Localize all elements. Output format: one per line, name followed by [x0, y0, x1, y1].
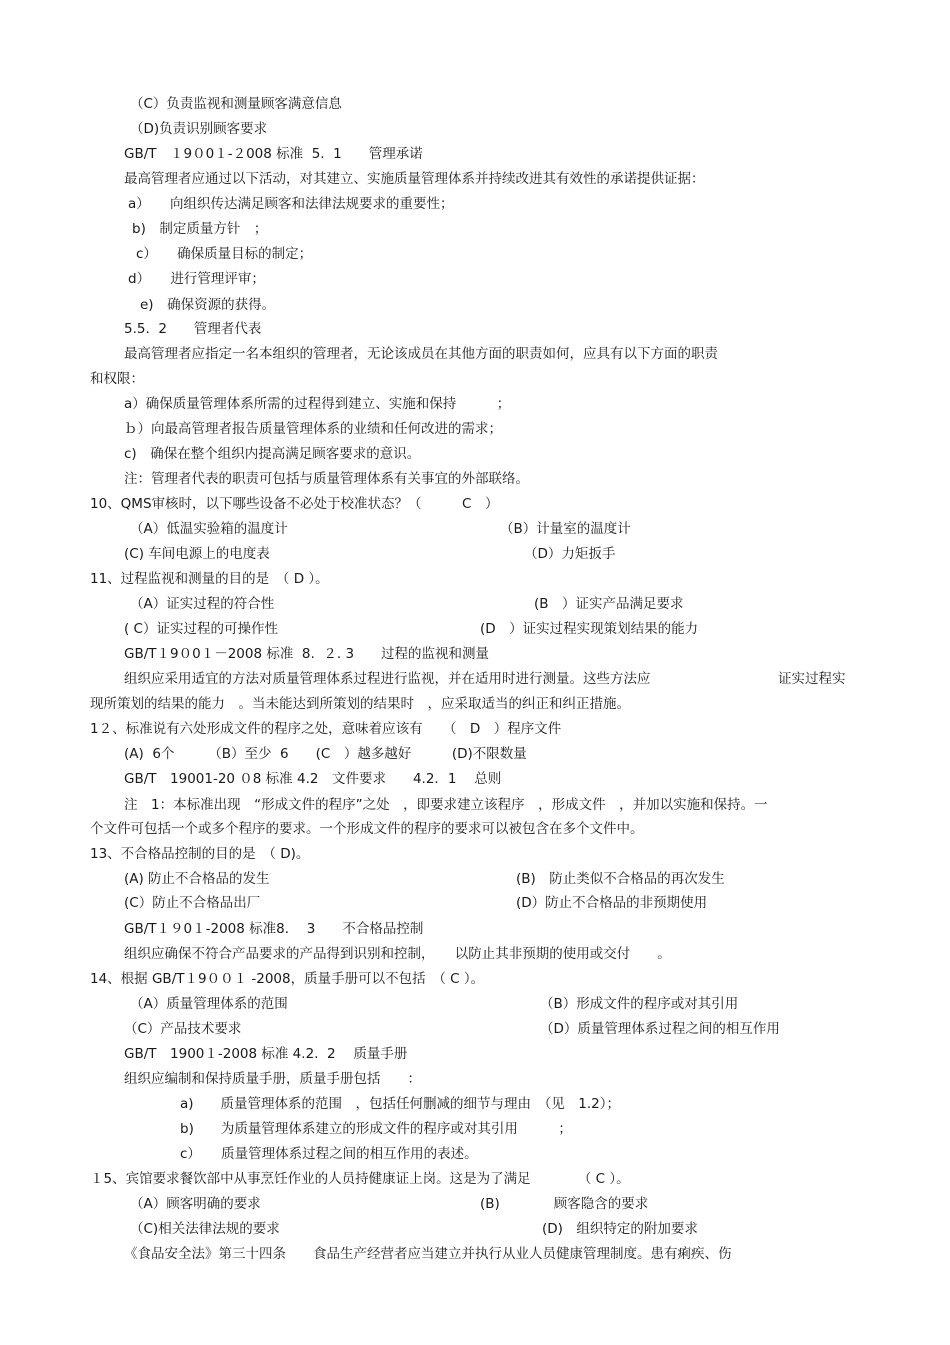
option-b: (B) 防止类似不合格品的再次发生: [516, 871, 725, 887]
text-line: b) 为质量管理体系建立的形成文件的程序或对其引用 ；: [180, 1121, 572, 1137]
option-a: （A）质量管理体系的范围: [130, 996, 288, 1012]
text-line: （C）负责监视和测量顾客满意信息: [130, 96, 342, 112]
option-a: （A）低温实验箱的温度计: [130, 521, 288, 537]
option-b: (B) 顾客隐含的要求: [480, 1196, 649, 1212]
option-b: （B）计量室的温度计: [500, 521, 631, 537]
text-line: a）确保质量管理体系所需的过程得到建立、实施和保持 ；: [124, 396, 511, 412]
option-c: （C)相关法律法规的要求: [130, 1221, 280, 1237]
text-line: GB/T 19001-20 ０8 标准 4.2 文件要求 4.2．1 总则: [124, 771, 502, 787]
text-line: 5.5. 2 管理者代表: [124, 321, 262, 337]
text-line: GB/T１9０0１－2008 标准 8. ２. 3 过程的监视和测量: [124, 646, 490, 662]
option-d: (D）防止不合格品的非预期使用: [516, 895, 708, 911]
text-line: 组织应采用适宜的方法对质量管理体系过程进行监视，并在适用时进行测量。这些方法应: [124, 671, 651, 687]
text-line: 个文件可包括一个或多个程序的要求。一个形成文件的程序的要求可以被包含在多个文件中。: [90, 821, 644, 837]
text-line: 《食品安全法》第三十四条 食品生产经营者应当建立并执行从业人员健康管理制度。患有痢疾、伤: [124, 1246, 732, 1262]
text-line: GB/T 1900１-2008 标准 4.2. 2 质量手册: [124, 1046, 408, 1062]
option-d: （D）质量管理体系过程之间的相互作用: [540, 1021, 780, 1037]
text-line: e) 确保资源的获得。: [140, 297, 276, 313]
text-line: ｂ）向最高管理者报告质量管理体系的业绩和任何改进的需求；: [124, 421, 502, 437]
option-c: (C）防止不合格品出厂: [124, 895, 261, 911]
text-line: 注 1：本标准出现 “形成文件的程序”之处 ，即要求建立该程序 ，形成文件 ，并加以实施和保持。一: [124, 797, 768, 813]
text-line: a） 向组织传达满足顾客和法律法规要求的重要性；: [128, 196, 454, 212]
text-line: 最高管理者应通过以下活动，对其建立、实施质量管理体系并持续改进其有效性的承诺提供证据：: [124, 171, 705, 187]
option-c: ( C）证实过程的可操作性: [124, 621, 278, 637]
option-a: (A) 防止不合格品的发生: [124, 871, 270, 887]
text-line: 注：管理者代表的职责可包括与质量管理体系有关事宜的外部联络。: [124, 471, 529, 487]
option-d: (D) 组织特定的附加要求: [542, 1221, 698, 1237]
question-11: 11、过程监视和测量的目的是 （ D ）。: [90, 571, 329, 587]
text-line: （D)负责识别顾客要求: [130, 121, 268, 137]
question-13: 13、不合格品控制的目的是 （ D)。: [90, 846, 310, 862]
option-b: (B ）证实产品满足要求: [534, 596, 684, 612]
text-line: c） 质量管理体系过程之间的相互作用的表述。: [180, 1146, 478, 1162]
text-line: a) 质量管理体系的范围 ，包括任何删减的细节与理由 （见 1.2）；: [180, 1096, 621, 1112]
option-d: （D）力矩扳手: [524, 546, 616, 562]
text-line: 组织应确保不符合产品要求的产品得到识别和控制， 以防止其非预期的使用或交付 。: [124, 946, 671, 962]
text-line: 最高管理者应指定一名本组织的管理者，无论该成员在其他方面的职责如何，应具有以下方面的职责: [124, 346, 718, 362]
text-line: c） 确保质量目标的制定；: [136, 246, 313, 262]
text-line: 现所策划的结果的能力 。当未能达到所策划的结果时 ，应采取适当的纠正和纠正措施。: [90, 696, 630, 712]
text-line: d） 进行管理评审；: [128, 271, 265, 287]
text-line: 和权限：: [90, 371, 144, 387]
question-12: 1２、标准说有六处形成文件的程序之处，意味着应该有 （ D ）程序文件: [90, 721, 562, 737]
text-line: GB/T１９0１-2008 标准8． 3 不合格品控制: [124, 921, 424, 937]
option-b: （B）形成文件的程序或对其引用: [540, 996, 739, 1012]
question-15: １5、宾馆要求餐饮部中从事烹饪作业的人员持健康证上岗。这是为了满足 （ C ）。: [90, 1171, 630, 1187]
text-line: 证实过程实: [778, 671, 846, 687]
option-d: (D ）证实过程实现策划结果的能力: [480, 621, 699, 637]
text-line: GB/T １9０0１-２008 标准 5. 1 管理承诺: [124, 146, 423, 162]
text-line: 组织应编制和保持质量手册，质量手册包括 ：: [124, 1071, 421, 1087]
text-line: b) 制定质量方针 ；: [132, 221, 268, 237]
question-10: 10、QMS审核时，以下哪些设备不必处于校准状态？（ C ）: [90, 496, 499, 512]
question-14: 14、根据 GB/T１9００１ -2008，质量手册可以不包括 （ C ）。: [90, 971, 485, 987]
option-a: （A）顾客明确的要求: [130, 1196, 261, 1212]
option-c: （C）产品技术要求: [124, 1021, 242, 1037]
option-a: （A）证实过程的符合性: [130, 596, 275, 612]
options-line: (A) 6个 （B）至少 6 (C ）越多越好 (D)不限数量: [124, 746, 527, 762]
option-c: (C) 车间电源上的电度表: [124, 546, 270, 562]
text-line: c) 确保在整个组织内提高满足顾客要求的意识。: [124, 446, 421, 462]
